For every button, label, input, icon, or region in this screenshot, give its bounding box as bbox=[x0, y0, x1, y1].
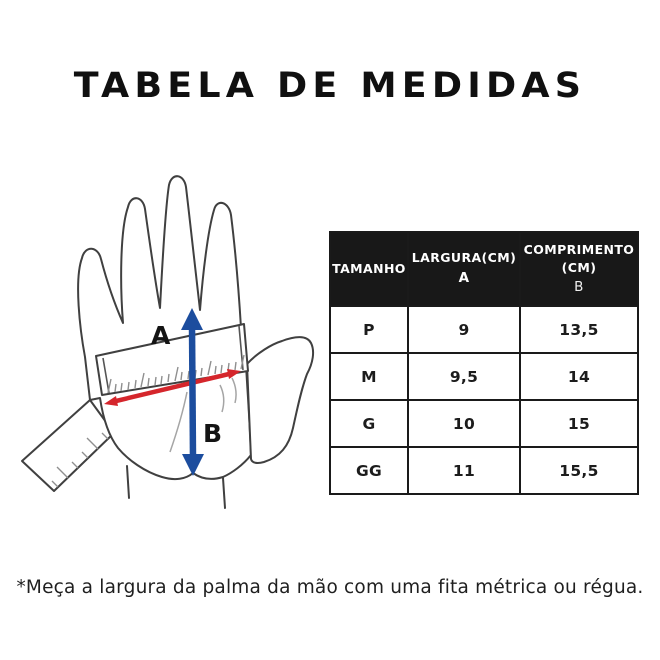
size-table bbox=[329, 231, 639, 495]
length-cell: 15,5 bbox=[520, 447, 638, 494]
size-cell: G bbox=[330, 400, 408, 447]
table-row bbox=[330, 400, 638, 447]
measurement-instruction: *Meça a largura da palma da mão com uma fita métrica ou régua. bbox=[16, 577, 644, 598]
size-cell: GG bbox=[330, 447, 408, 494]
width-cell: 9 bbox=[408, 306, 520, 353]
label-a: A bbox=[151, 321, 171, 350]
hand-measurement-diagram bbox=[10, 160, 320, 520]
size-cell: M bbox=[330, 353, 408, 400]
table-row bbox=[330, 447, 638, 494]
table-row bbox=[330, 306, 638, 353]
size-cell: P bbox=[330, 306, 408, 353]
tape-strip bbox=[22, 400, 114, 491]
size-table-header-row bbox=[330, 232, 638, 306]
hand-diagram-svg bbox=[10, 160, 320, 520]
length-cell: 14 bbox=[520, 353, 638, 400]
length-cell: 13,5 bbox=[520, 306, 638, 353]
page-title: TABELA DE MEDIDAS bbox=[73, 66, 587, 106]
table-row bbox=[330, 353, 638, 400]
header-length-column: COMPRIMENTO (CM) B bbox=[520, 232, 638, 306]
width-cell: 9,5 bbox=[408, 353, 520, 400]
header-size-column: TAMANHO bbox=[330, 232, 408, 306]
width-cell: 10 bbox=[408, 400, 520, 447]
length-cell: 15 bbox=[520, 400, 638, 447]
width-cell: 11 bbox=[408, 447, 520, 494]
header-width-column: LARGURA(CM) A bbox=[408, 232, 520, 306]
thumb-outline bbox=[247, 337, 313, 463]
label-b: B bbox=[203, 419, 223, 448]
